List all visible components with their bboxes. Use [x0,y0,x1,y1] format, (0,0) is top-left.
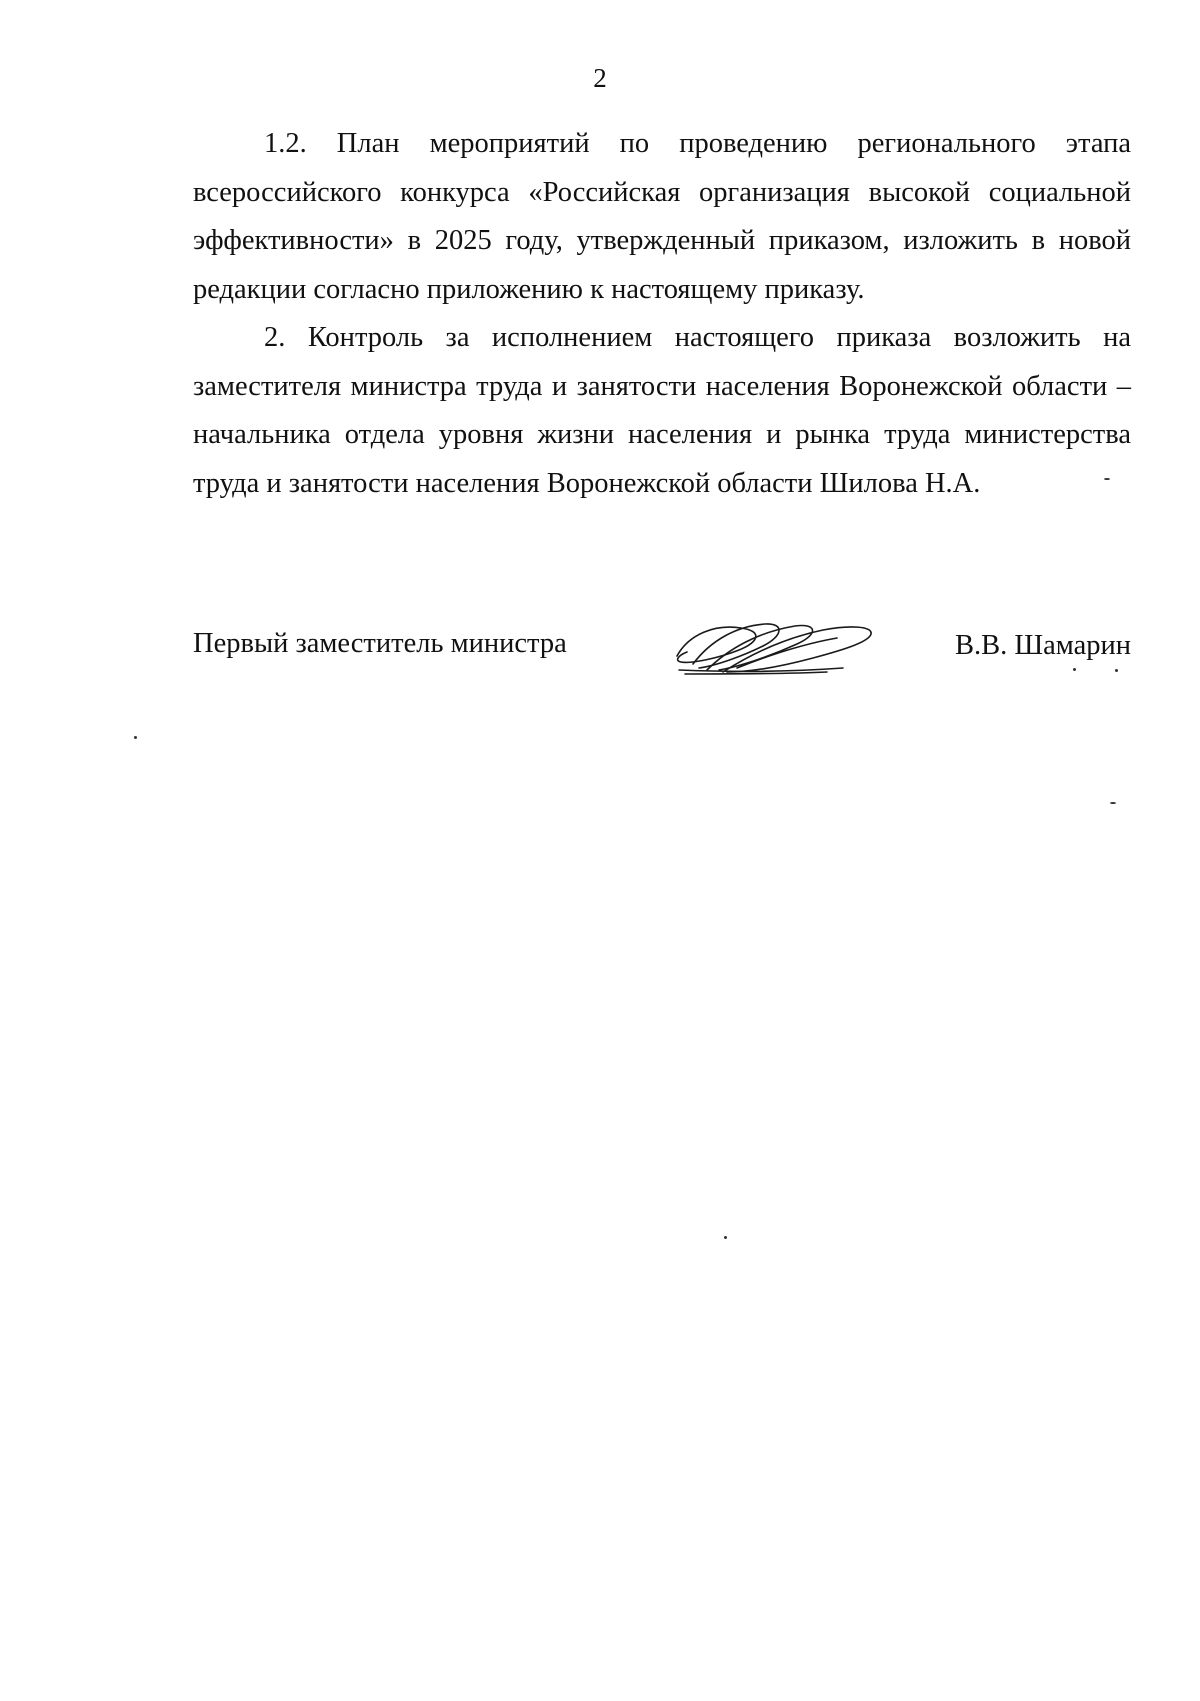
paragraph-1-2: 1.2. План мероприятий по проведению регионального этапа всероссийского конкурса «Российская организация высокой социальной эффективности» в 2025 году, утвержденный приказом, изложить в новой редакции согласно приложению к настоящему приказу. [193,128,1131,305]
scan-speck [1104,478,1110,480]
signer-position: Первый заместитель министра [193,628,567,659]
signature-block [193,612,1131,672]
page-number: 2 [593,63,607,93]
handwritten-signature-image [667,612,877,676]
scan-speck [724,1236,727,1239]
document-body [193,120,1131,508]
scan-speck [134,736,137,739]
scan-speck [1110,802,1116,804]
scan-speck [1073,668,1076,671]
signer-name: В.В. Шамарин [954,630,1131,661]
paragraph-2: 2. Контроль за исполнением настоящего приказа возложить на заместителя министра труда и занятости населения Воронежской области – начальника отдела уровня жизни населения и рынка труда министерства труда и занятости населения Воронежской области Шилова Н.А. [193,322,1131,499]
scan-speck [1115,669,1118,672]
